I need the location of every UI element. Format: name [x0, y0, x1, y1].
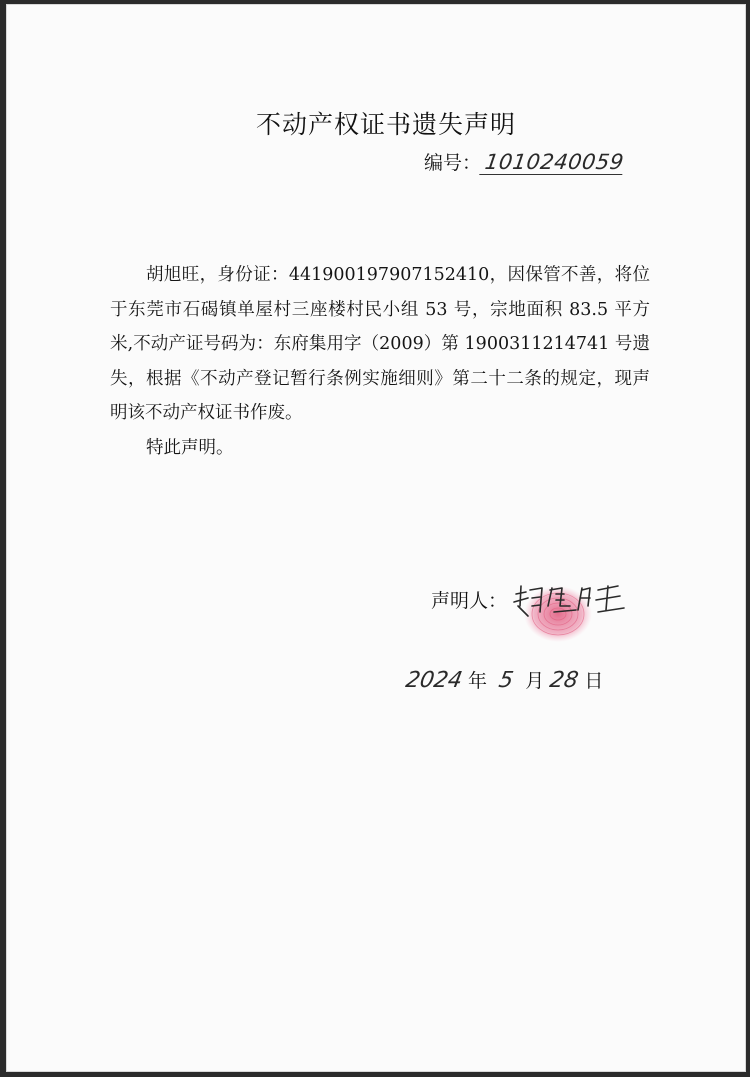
statement-paragraph: 胡旭旺，身份证：441900197907152410，因保管不善，将位于东莞市石碣镇单屋村三座楼村民小组 53 号，宗地面积 83.5 平方米,不动产证号码为：东府集用字（2009）第 1900311214741 号遗失，根据《不动产登记暂行条例实施细则》第二十二条的规定，现声明该不动产权证书作废。 [110, 265, 650, 423]
certificate-number-row [424, 148, 624, 175]
handwritten-signature-with-fingerprint [506, 576, 646, 646]
declaration-date [403, 666, 604, 693]
date-day: 28 [548, 668, 581, 693]
closing-paragraph: 特此声明。 [146, 437, 234, 458]
statement-body [110, 258, 650, 465]
date-month: 5 [496, 668, 516, 693]
date-day-unit: 日 [584, 670, 604, 692]
declarant-label: 声明人： [431, 590, 508, 612]
document-page [6, 4, 746, 1072]
document-title: 不动产权证书遗失声明 [255, 110, 516, 139]
date-year-unit: 年 [468, 670, 488, 692]
number-value-handwritten: 1010240059 [479, 150, 625, 175]
date-year: 2024 [403, 668, 465, 693]
date-month-unit: 月 [525, 670, 545, 692]
number-label: 编号： [424, 152, 482, 174]
